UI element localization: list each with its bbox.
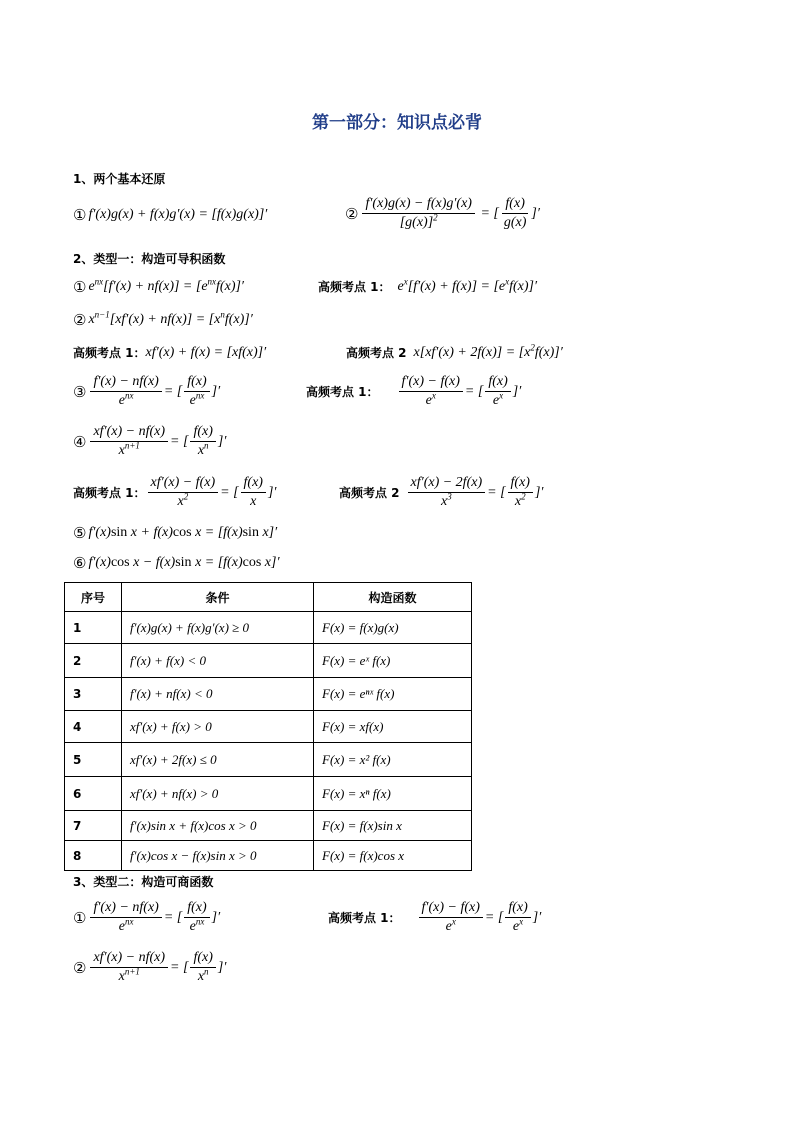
formula-type1-hf2: 高频考点 2 $x[xf'(x) + 2f(x)] = [x^2f(x)]'$ [346,341,563,360]
marker-5: ⑤ [73,524,87,542]
marker-3: ③ [73,382,87,401]
table-row [65,678,472,711]
marker-1: ① [73,206,87,224]
table-cell: xf′(x) + nf(x) > 0 [122,777,314,811]
table-cell: F(x) = eⁿˣ f(x) [314,678,472,711]
table-cell: xf′(x) + f(x) > 0 [122,711,314,743]
table-cell: f′(x) + nf(x) < 0 [122,678,314,711]
formula-type1-hf-quot1: 高频考点 1： $\frac{xf'(x) - f(x)}{x^2}$ = [ $\frac{f(x)}{x}$ ]′ [73,475,277,509]
table-cell: F(x) = xⁿ f(x) [314,777,472,811]
table-cell: F(x) = f(x)g(x) [314,612,472,644]
table-cell: F(x) = eˣ f(x) [314,644,472,678]
table-cell: f′(x)g(x) + f(x)g′(x) ≥ 0 [122,612,314,644]
table-row [65,777,472,811]
formula-type1-exp: ① $e^{nx}[f'(x) + nf(x)] = [e^{nx}f(x)]'$ [73,276,244,296]
table-cell: F(x) = x² f(x) [314,743,472,777]
page-title: 第一部分：知识点必背 [312,113,482,133]
table-row [65,612,472,644]
header-cell: 序号 [65,583,122,612]
high-frequency-label: 高频考点 1： [73,346,146,360]
high-frequency-label: 高频考点 2 [346,346,407,360]
table-row [65,811,472,841]
table-cell: F(x) = f(x)sin x [314,811,472,841]
marker-6: ⑥ [73,554,87,572]
marker-1: ① [73,278,87,296]
marker-1: ① [73,908,87,927]
formula-type1-5: ⑤ f′(x)sin x + f(x)cos x = [f(x)sin x]′ [73,524,278,542]
formula-type1-3-hf: 高频考点 1： $\frac{f'(x) - f(x)}{e^x}$ = [ $\frac{f(x)}{e^x}$ ]′ [306,374,522,408]
table-cell: f′(x)cos x − f(x)sin x > 0 [122,841,314,871]
table-cell: f′(x)sin x + f(x)cos x > 0 [122,811,314,841]
fraction: $\frac{f(x)}{g(x)}$ [503,196,527,230]
table-cell: 7 [65,811,122,841]
high-frequency-label: 高频考点 1： [318,280,391,294]
formula-type1-6: ⑥ f′(x)cos x − f(x)sin x = [f(x)cos x]′ [73,554,280,572]
marker-2: ② [73,958,87,977]
table-cell: F(x) = f(x)cos x [314,841,472,871]
formula-type1-hf1: 高频考点 1： xf′(x) + f(x) = [xf(x)]′ [73,344,267,360]
table-header-row [65,583,472,612]
table-cell: xf′(x) + 2f(x) ≤ 0 [122,743,314,777]
formula-type1-power: ② $x^{n-1}[xf'(x) + nf(x)] = [x^nf(x)]'$ [73,309,253,329]
table-cell: 3 [65,678,122,711]
table-cell: f′(x) + f(x) < 0 [122,644,314,678]
table-row [65,644,472,678]
table-row [65,841,472,871]
formula-type1-hf-quot2: 高频考点 2 $\frac{xf'(x) - 2f(x)}{x^3}$ = [ $\frac{f(x)}{x^2}$ ]′ [339,475,544,509]
header-cell: 条件 [122,583,314,612]
high-frequency-label: 高频考点 1： [328,911,401,925]
formula-type1-3: ③ $\frac{f'(x) - nf(x)}{e^{nx}}$ = [ $\frac{f(x)}{e^{nx}}$ ]′ [73,374,221,408]
section-2-heading: 2、类型一：构造可导积函数 [73,252,226,266]
formula-type2-exp-hf: 高频考点 1： $\frac{f'(x) - f(x)}{e^x}$ = [ $\frac{f(x)}{e^x}$ ]′ [328,900,542,934]
marker-2: ② [73,311,87,329]
table-cell: 5 [65,743,122,777]
fraction: $\frac{f'(x)g(x) - f(x)g'(x)}{[g(x)]^2}$ [362,196,475,231]
formula-basic-product [73,206,267,224]
table-cell: F(x) = xf(x) [314,711,472,743]
table-cell: 1 [65,612,122,644]
formula-text: f′(x)g(x) + f(x)g′(x) = [f(x)g(x)]′ [88,207,268,222]
table-cell: 6 [65,777,122,811]
formula-type2-exp: ① $\frac{f'(x) - nf(x)}{e^{nx}}$ = [ $\frac{f(x)}{e^{nx}}$ ]′ [73,900,221,934]
high-frequency-label: 高频考点 2 [339,486,400,500]
table-row [65,743,472,777]
formula-basic-quotient: ② $\frac{f'(x)g(x) - f(x)g'(x)}{[g(x)]^2}$ = [ $\frac{f(x)}{g(x)}$ ]′ [345,196,540,230]
section-3-heading: 3、类型二：构造可商函数 [73,875,214,889]
formula-type2-power: ② $\frac{xf'(x) - nf(x)}{x^{n+1}}$ = [ $\frac{f(x)}{x^n}$ ]′ [73,950,227,984]
section-1-heading: 1、两个基本还原 [73,172,166,186]
construction-table [64,582,472,871]
marker-4: ④ [73,432,87,451]
high-frequency-label: 高频考点 1： [306,385,379,399]
header-cell: 构造函数 [314,583,472,612]
table-row [65,711,472,743]
table-cell: 8 [65,841,122,871]
table-cell: 4 [65,711,122,743]
formula-type1-4: ④ $\frac{xf'(x) - nf(x)}{x^{n+1}}$ = [ $\frac{f(x)}{x^n}$ ]′ [73,424,227,458]
formula-type1-exp-hf: 高频考点 1： $e^x[f'(x) + f(x)] = [e^xf(x)]'$ [318,275,538,294]
table-cell: 2 [65,644,122,678]
marker-2: ② [345,204,359,223]
high-frequency-label: 高频考点 1： [73,486,146,500]
